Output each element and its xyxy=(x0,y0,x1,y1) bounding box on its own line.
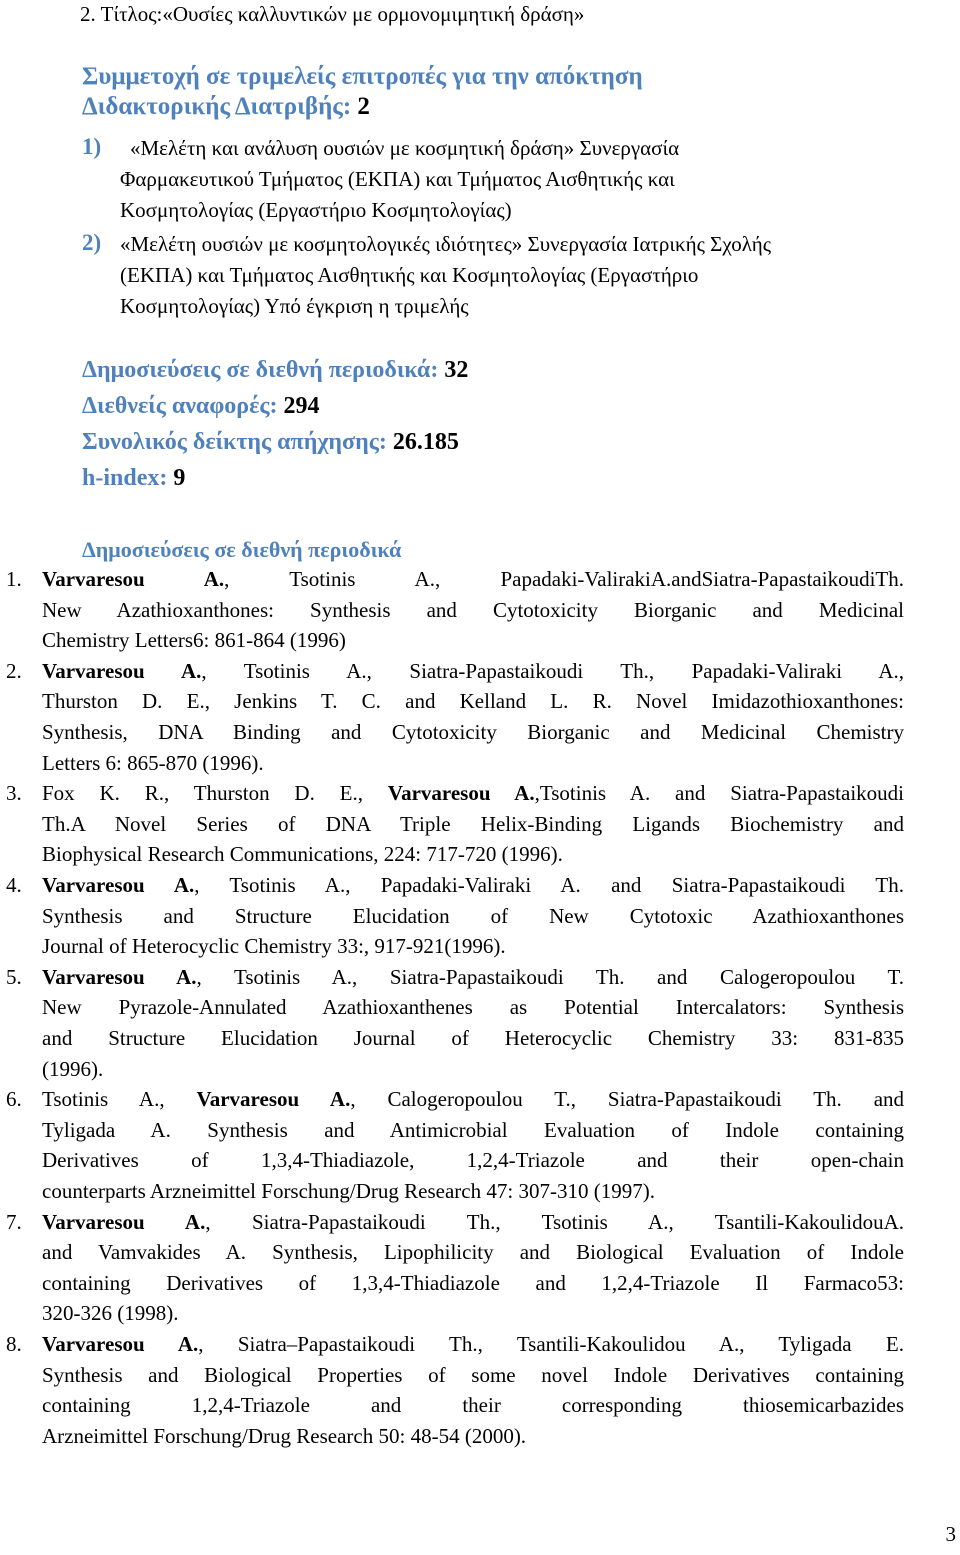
publication-text: Synthesis and Structure Elucidation of New Cytotoxic Azathioxanthones xyxy=(42,903,904,928)
publication-text: Fox K. R., Thurston D. E., xyxy=(42,781,388,806)
publication-line xyxy=(42,1057,103,1081)
stat-value: 294 xyxy=(283,393,320,419)
stat-label: Δημοσιεύσεις σε διεθνή περιοδικά: xyxy=(82,357,439,383)
publication-line xyxy=(42,689,904,713)
publication-line xyxy=(42,1118,904,1142)
publication-line xyxy=(42,934,506,958)
committee-item-line: «Μελέτη και ανάλυση ουσιών με κοσμητική δράση» Συνεργασία xyxy=(130,136,680,160)
publication-text: (1996). xyxy=(42,1056,104,1081)
publication-line xyxy=(42,965,904,989)
publication-text: and Vamvakides A. Synthesis, Lipophilicity and Biological Evaluation of Indole xyxy=(42,1240,904,1265)
publication-line xyxy=(42,781,904,805)
stat-label: Διεθνείς αναφορές: xyxy=(82,393,278,419)
stat-h-index xyxy=(82,464,185,492)
publication-text: Th.A Novel Series of DNA Triple Helix-Binding Ligands Biochemistry and xyxy=(42,811,904,836)
publication-text: , Tsotinis A., Siatra-Papastaikoudi Th. and Calogeropoulou T. xyxy=(196,964,904,989)
publication-text: , Tsotinis A., Siatra-Papastaikoudi Th., Papadaki-Valiraki A., xyxy=(201,658,904,683)
publications-heading: Δημοσιεύσεις σε διεθνή περιοδικά xyxy=(82,537,402,562)
stat-value: 32 xyxy=(444,357,469,383)
publication-text: , Siatra–Papastaikoudi Th., Tsantili-Kakoulidou A., Tyligada E. xyxy=(198,1332,904,1356)
author-highlight: Varvaresou A. xyxy=(196,1087,351,1112)
publication-text: containing Derivatives of 1,3,4-Thiadiazole and 1,2,4-Triazole Il Farmaco53: xyxy=(42,1270,904,1295)
committee-item-line: Κοσμητολογίας) Υπό έγκριση η τριμελής xyxy=(120,294,469,318)
publication-line xyxy=(42,1363,904,1387)
publication-text: 320-326 (1998). xyxy=(42,1301,179,1326)
stat-label: h-index: xyxy=(82,465,168,491)
publication-text: , Siatra-Papastaikoudi Th., Tsotinis A., Tsantili-KakoulidouA. xyxy=(205,1209,904,1234)
publication-line xyxy=(42,628,346,652)
publication-text: Chemistry Letters6: 861-864 (1996) xyxy=(42,628,346,653)
publication-text: New Pyrazole-Annulated Azathioxanthenes as Potential Intercalators: Synthesis xyxy=(42,995,904,1020)
publication-text: Arzneimittel Forschung/Drug Research 50: 48-54 (2000). xyxy=(42,1423,527,1448)
publication-text: Thurston D. E., Jenkins T. C. and Kelland L. R. Novel Imidazothioxanthones: xyxy=(42,689,904,714)
publication-line xyxy=(42,1148,904,1172)
publication-line xyxy=(42,1332,904,1356)
publication-line xyxy=(42,995,904,1019)
publication-text: New Azathioxanthones: Synthesis and Cytotoxicity Biorganic and Medicinal xyxy=(42,597,904,622)
publication-line xyxy=(42,1393,904,1417)
publication-text: , Tsotinis A., Papadaki-ValirakiA.andSiatra-PapastaikoudiTh. xyxy=(224,567,904,591)
publication-text: Biophysical Research Communications, 224: 717-720 (1996). xyxy=(42,842,563,867)
publication-text: Tyligada A. Synthesis and Antimicrobial Evaluation of Indole containing xyxy=(42,1117,904,1142)
publication-text: , Calogeropoulou T., Siatra-Papastaikoudi Th. and xyxy=(350,1087,904,1112)
publication-line xyxy=(42,1301,178,1325)
publication-line xyxy=(42,567,904,591)
author-highlight: Varvaresou A. xyxy=(42,658,202,683)
stat-value: 9 xyxy=(173,465,186,491)
publication-line xyxy=(42,1271,904,1295)
publication-line xyxy=(42,812,904,836)
publication-line xyxy=(42,873,904,897)
publication-text: Synthesis and Biological Properties of some novel Indole Derivatives containing xyxy=(42,1362,904,1387)
stat-label: Συνολικός δείκτης απήχησης: xyxy=(82,429,387,455)
committee-heading-line1: Συμμετοχή σε τριμελείς επιτροπές για την απόκτηση xyxy=(82,63,643,90)
publication-line xyxy=(42,1240,904,1264)
committee-count: 2 xyxy=(357,93,370,120)
publication-line xyxy=(42,751,264,775)
publication-number: 2. xyxy=(6,658,22,683)
stat-citations xyxy=(82,392,320,420)
committee-item-line: Φαρμακευτικού Τμήματος (ΕΚΠΑ) και Τμήματος Αισθητικής και xyxy=(120,167,675,191)
publication-number: 7. xyxy=(6,1209,22,1234)
publication-line xyxy=(42,1210,904,1234)
stat-publications xyxy=(82,356,468,384)
committee-item-number: 1) xyxy=(82,134,102,159)
author-highlight: Varvaresou A. xyxy=(42,1209,206,1234)
publication-number: 5. xyxy=(6,964,22,989)
publication-text: Letters 6: 865-870 (1996). xyxy=(42,750,264,775)
author-highlight: Varvaresou A. xyxy=(42,1332,199,1356)
author-highlight: Varvaresou A. xyxy=(42,567,225,591)
thesis-title: 2. Τίτλος:«Ουσίες καλλυντικών με ορμονομιμητική δράση» xyxy=(80,2,585,26)
publication-line xyxy=(42,598,904,622)
committee-heading-label: Διδακτορικής Διατριβής: xyxy=(82,93,352,120)
publication-text: Journal of Heterocyclic Chemistry 33:, 917-921(1996). xyxy=(42,934,506,959)
publication-line xyxy=(42,720,904,744)
stat-value: 26.185 xyxy=(392,429,459,455)
committee-item-line: «Μελέτη ουσιών με κοσμητολογικές ιδιότητες» Συνεργασία Ιατρικής Σχολής xyxy=(120,232,772,256)
publication-line xyxy=(42,1026,904,1050)
author-highlight: Varvaresou A. xyxy=(42,964,197,989)
publication-number: 8. xyxy=(6,1332,22,1356)
publication-line xyxy=(42,1087,904,1111)
publication-text: counterparts Arzneimittel Forschung/Drug Research 47: 307-310 (1997). xyxy=(42,1179,655,1203)
publication-text: ,Tsotinis A. and Siatra-Papastaikoudi xyxy=(534,781,904,806)
publication-line xyxy=(42,842,563,866)
publication-number: 1. xyxy=(6,567,22,591)
publication-line xyxy=(42,904,904,928)
committee-heading-line2 xyxy=(82,92,370,122)
publication-line xyxy=(42,1424,526,1448)
committee-item-line: Κοσμητολογίας (Εργαστήριο Κοσμητολογίας) xyxy=(120,198,512,222)
publication-text: Derivatives of 1,3,4-Thiadiazole, 1,2,4-Triazole and their open-chain xyxy=(42,1148,904,1173)
publication-text: and Structure Elucidation Journal of Heterocyclic Chemistry 33: 831-835 xyxy=(42,1026,904,1050)
committee-item-number: 2) xyxy=(82,230,102,255)
page-number: 3 xyxy=(945,1522,956,1546)
publication-line xyxy=(42,1179,655,1203)
publication-number: 4. xyxy=(6,873,22,897)
author-highlight: Varvaresou A. xyxy=(42,873,195,897)
committee-item-line: (ΕΚΠΑ) και Τμήματος Αισθητικής και Κοσμητολογίας (Εργαστήριο xyxy=(120,263,699,287)
publication-text: Tsotinis A., xyxy=(42,1087,197,1112)
publication-line xyxy=(42,659,904,683)
publication-number: 3. xyxy=(6,781,22,806)
publication-number: 6. xyxy=(6,1087,22,1112)
author-highlight: Varvaresou A. xyxy=(387,781,535,806)
publication-text: Synthesis, DNA Binding and Cytotoxicity Biorganic and Medicinal Chemistry xyxy=(42,720,904,744)
publication-text: , Tsotinis A., Papadaki-Valiraki A. and Siatra-Papastaikoudi Th. xyxy=(194,873,904,897)
stat-impact-factor xyxy=(82,428,459,456)
publication-text: containing 1,2,4-Triazole and their corresponding thiosemicarbazides xyxy=(42,1393,904,1418)
